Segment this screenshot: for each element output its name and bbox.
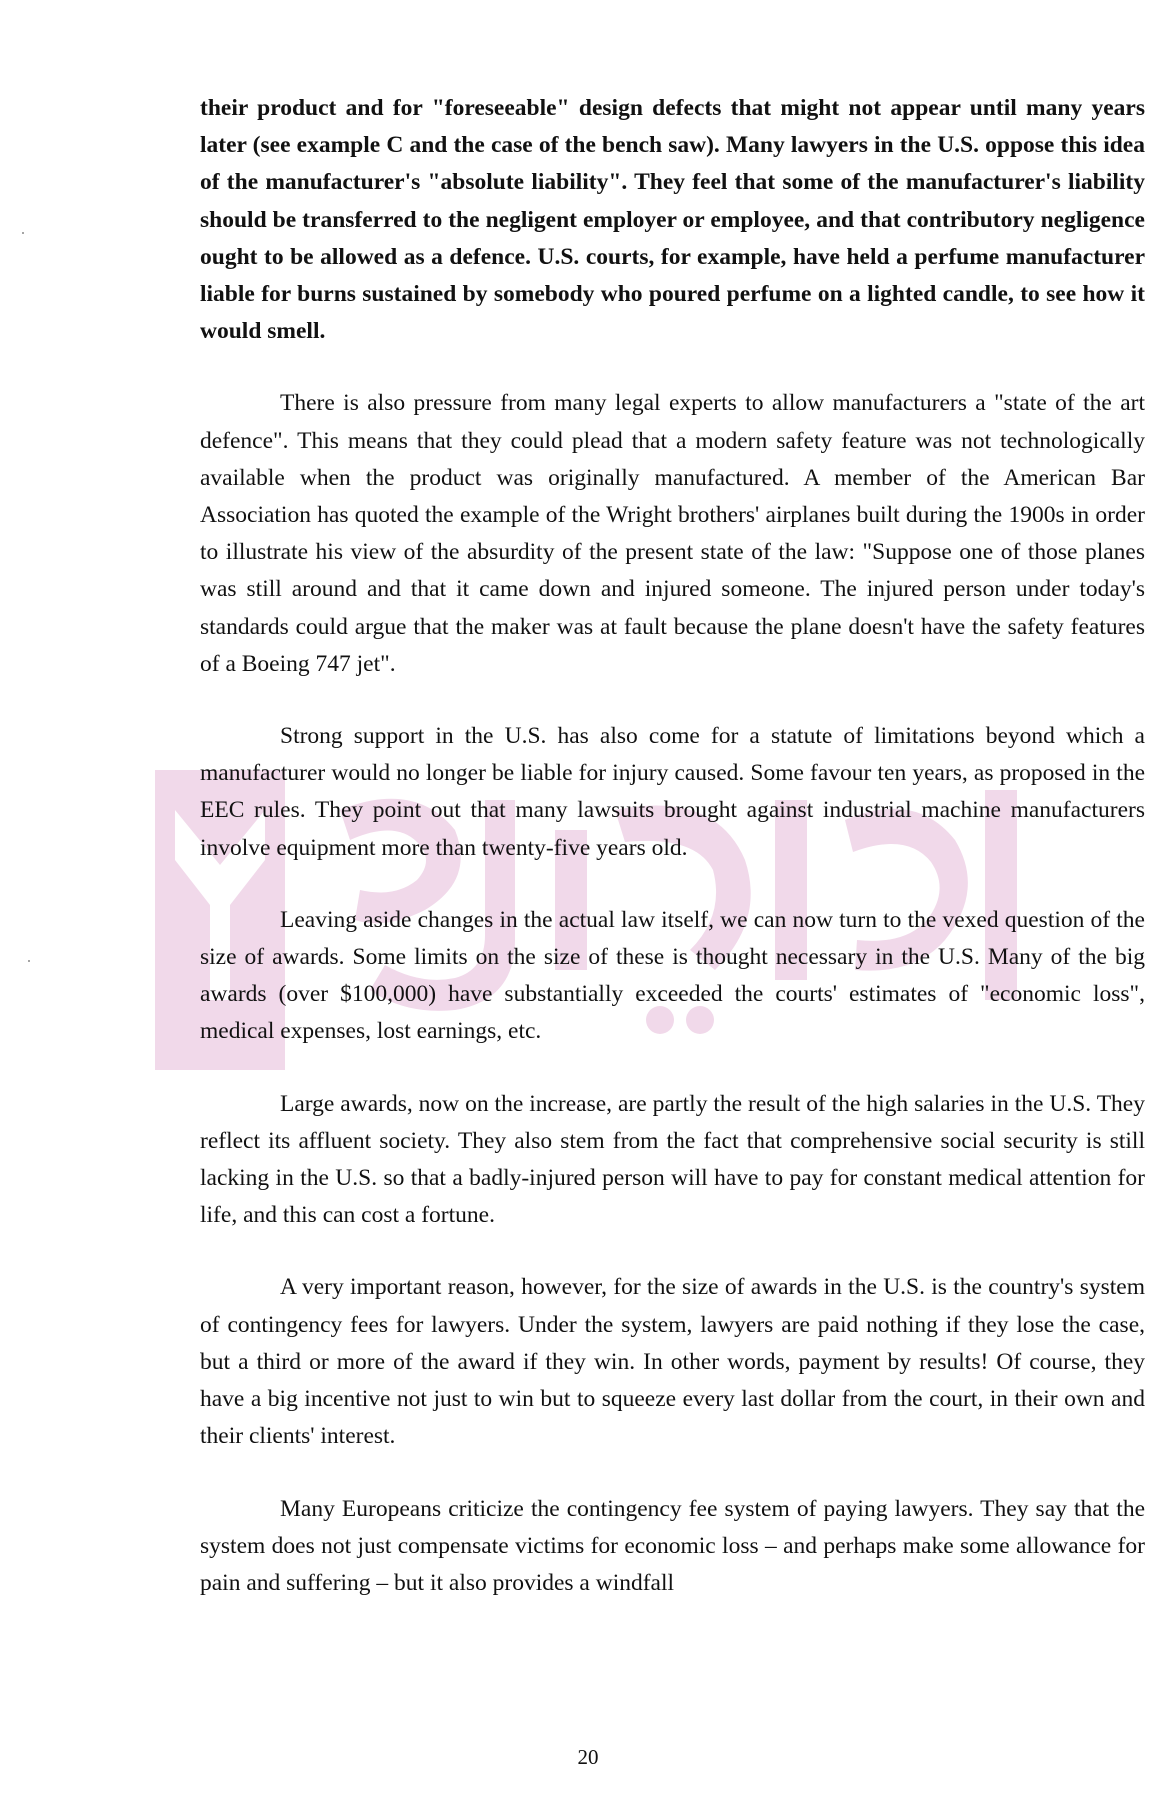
page-number: 20 [577,1745,599,1769]
scan-speck [28,960,30,962]
body-text [200,90,1145,1637]
paragraph-2: There is also pressure from many legal experts to allow manufacturers a "state of the art defence". This means that they could plead that a modern safety feature was not technologically available when the product was originally manufactured. A member of the American Bar Association has quoted the example of the Wright brothers' airplanes built during the 1900s in order to illustrate his view of the absurdity of the present state of the law: "Suppose one of those planes was still around and that it came down and injured someone. The injured person under today's standards could argue that the maker was at fault because the plane doesn't have the safety features of a Boeing 747 jet". [200,390,1145,677]
paragraph-3: Strong support in the U.S. has also come for a statute of limitations beyond which a manufacturer would no longer be liable for injury caused. Some favour ten years, as proposed in the EEC rules. They point out that many lawsuits brought against industrial machine manufacturers involve equipment more than twenty-five years old. [200,723,1145,861]
paragraph-6: A very important reason, however, for the size of awards in the U.S. is the country's system of contingency fees for lawyers. Under the system, lawyers are paid nothing if they lose the case, but a third or more of the award if they win. In other words, payment by results! Of course, they have a big incentive not just to win but to squeeze every last dollar from the court, in their own and their clients' interest. [200,1274,1145,1450]
paragraph-5: Large awards, now on the increase, are partly the result of the high salaries in the U.S. They reflect its affluent society. They also stem from the fact that comprehensive social security is still lacking in the U.S. so that a badly-injured person will have to pay for constant medical attention for life, and this can cost a fortune. [200,1090,1145,1229]
paragraph-7: Many Europeans criticize the contingency fee system of paying lawyers. They say that the system does not just compensate victims for economic loss – and perhaps make some allowance for pain and suffering – but it also provides a windfall [200,1495,1145,1596]
paragraph-4: Leaving aside changes in the actual law itself, we can now turn to the vexed question of the size of awards. Some limits on the size of these is thought necessary in the U.S. Many of the big awards (over $100,000) have substantially exceeded the courts' estimates of "economic loss", medical expenses, lost earnings, etc. [200,906,1145,1045]
paragraph-1: their product and for "foreseeable" design defects that might not appear until many years later (see example C and the case of the bench saw). Many lawyers in the U.S. oppose this idea of the manufacturer's "absolute liability". They feel that some of the manufacturer's liability should be transferred to the negligent employer or employee, and that contributory negligence ought to be allowed as a defence. U.S. courts, for example, have held a perfume manufacturer liable for burns sustained by somebody who poured perfume on a lighted candle, to see how it would smell. [200,95,1145,345]
scan-speck [22,232,24,234]
